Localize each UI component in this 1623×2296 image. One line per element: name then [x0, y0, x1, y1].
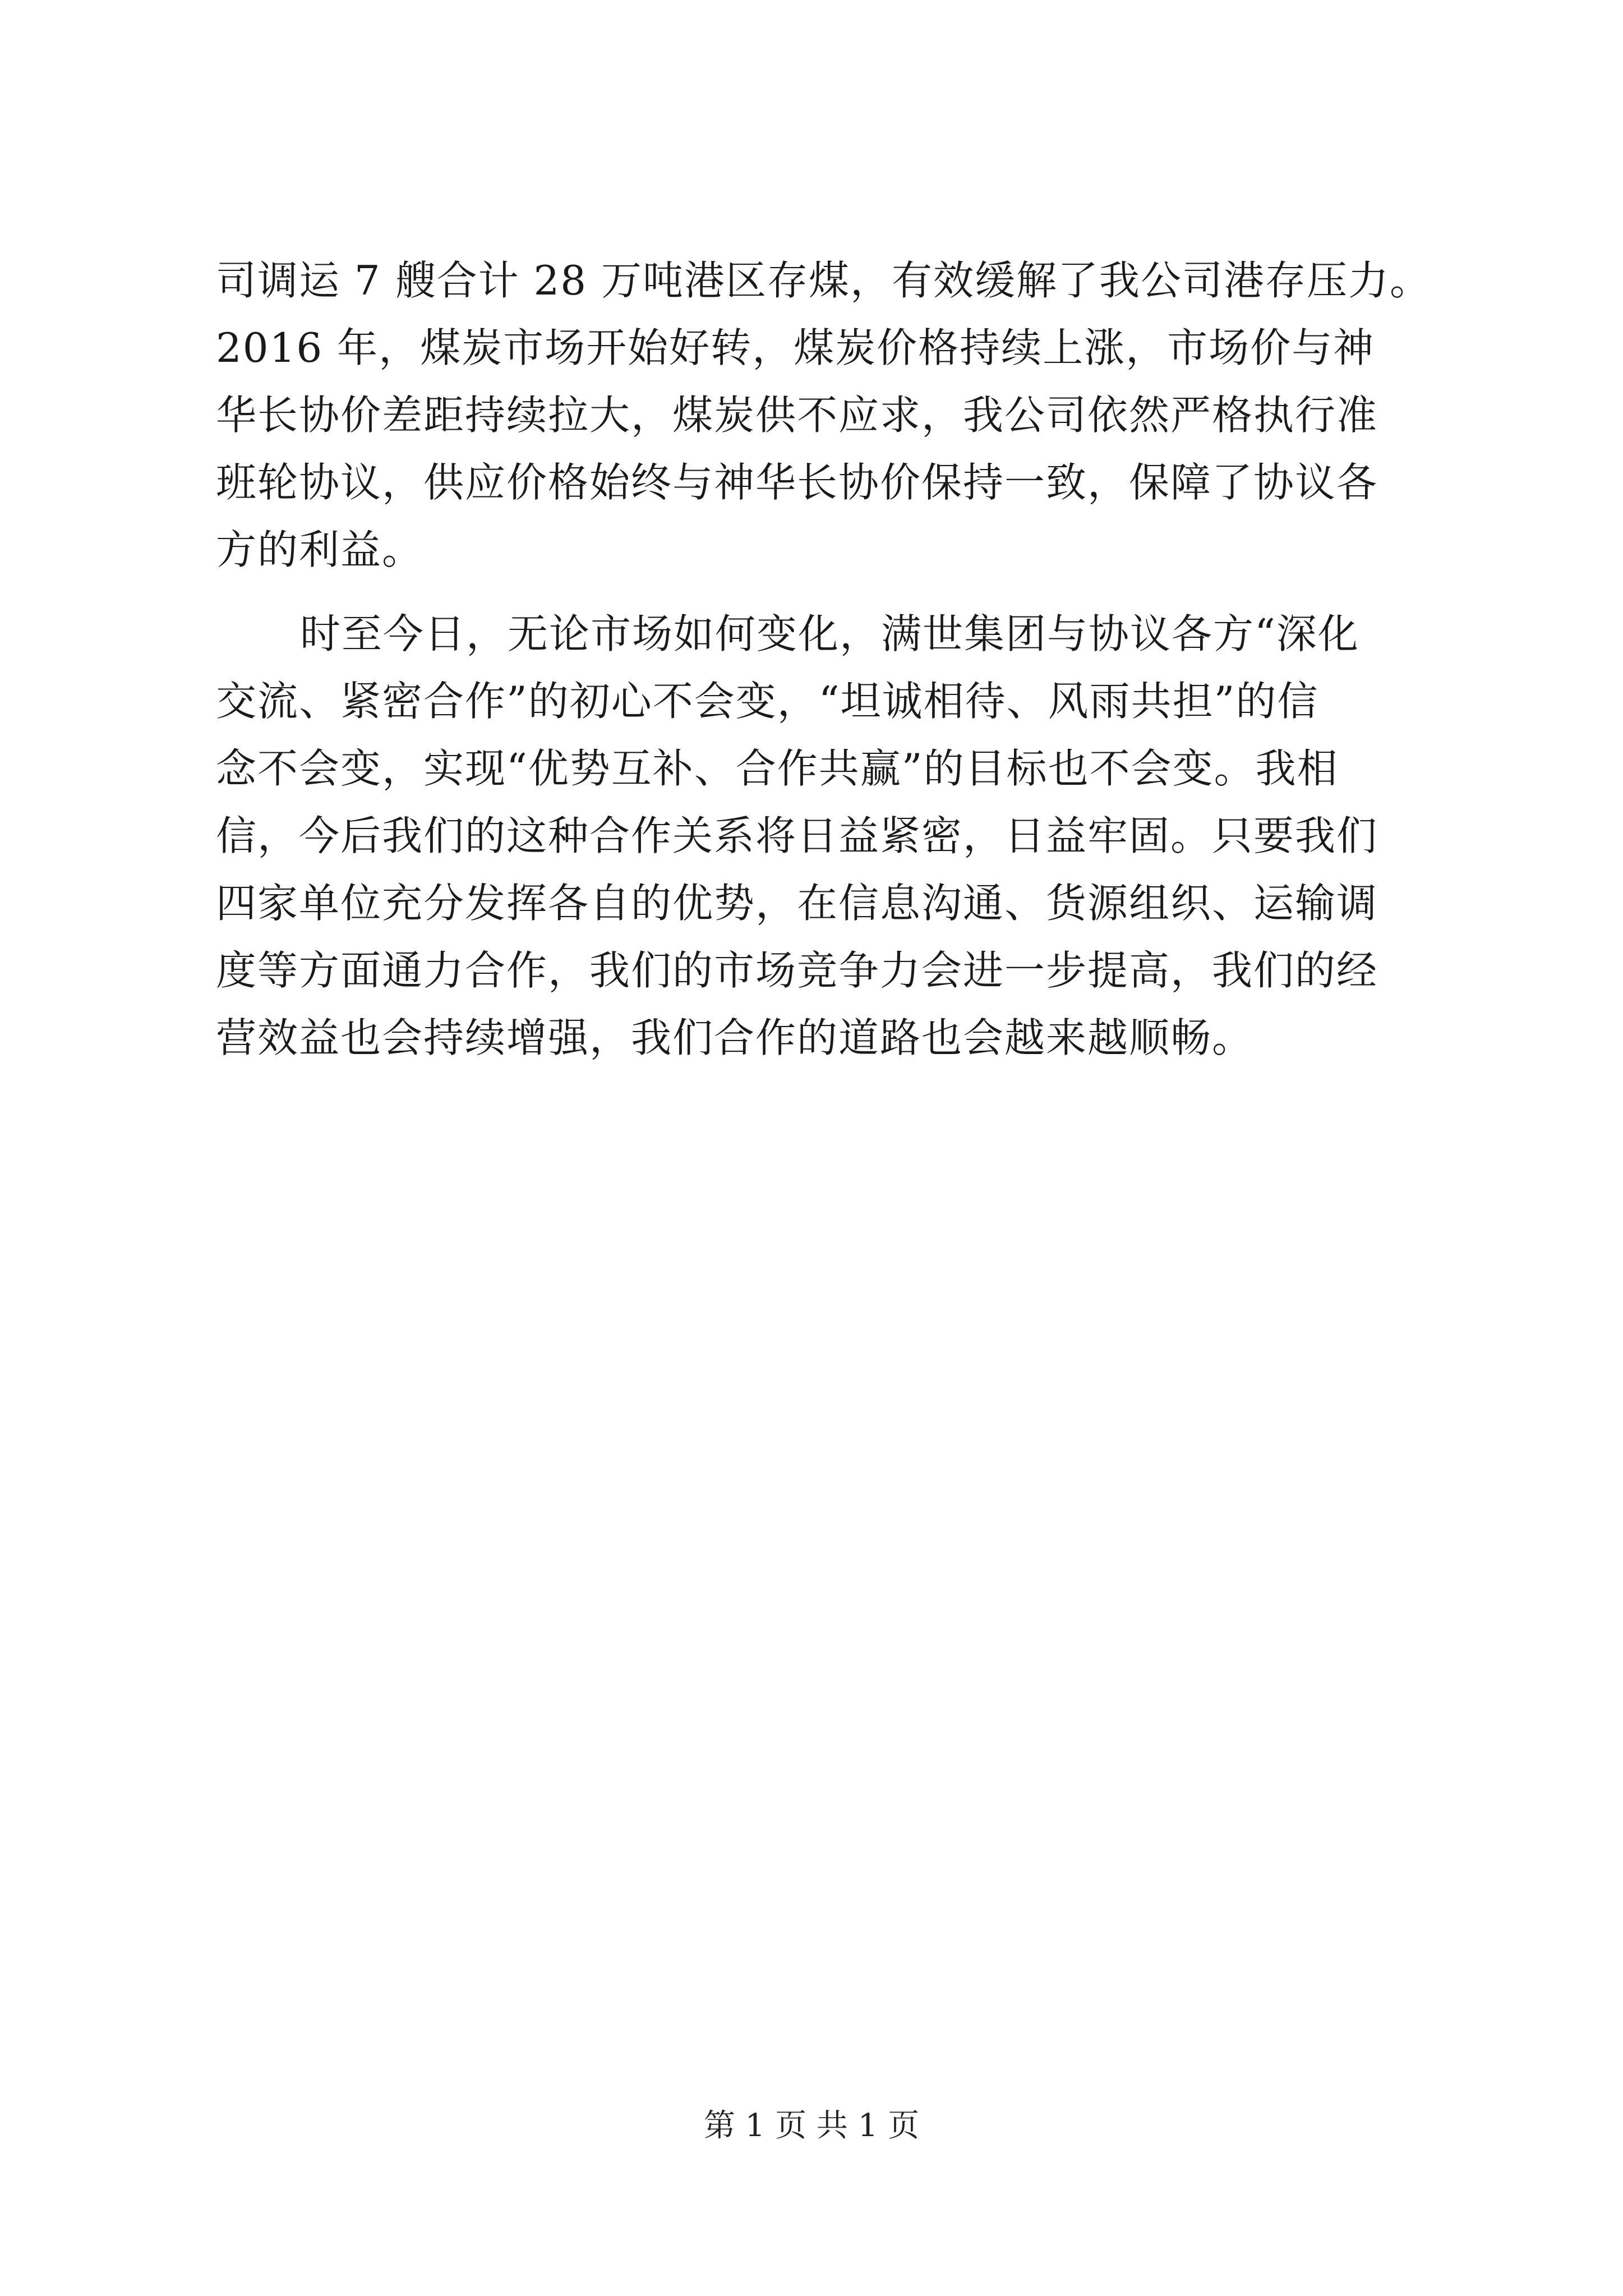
paragraph-2-line: 交流、紧密合作”的初心不会变，“坦诚相待、风雨共担”的信 — [216, 678, 1319, 725]
paragraph-2-line: 时至今日，无论市场如何变化，满世集团与协议各方“深化 — [300, 610, 1359, 657]
paragraph-2-line: 营效益也会持续增强，我们合作的道路也会越来越顺畅。 — [216, 1014, 1254, 1061]
paragraph-1-line: 司调运 7 艘合计 28 万吨港区存煤，有效缓解了我公司港存压力。 — [216, 257, 1431, 304]
page-footer — [0, 2106, 1623, 2146]
paragraph-2 — [216, 600, 1422, 1071]
paragraph-1-line: 2016 年，煤炭市场开始好转，煤炭价格持续上涨，市场价与神 — [216, 324, 1375, 371]
paragraph-2-line: 四家单位充分发挥各自的优势，在信息沟通、货源组织、运输调 — [216, 880, 1378, 927]
paragraph-2-line: 度等方面通力合作，我们的市场竞争力会进一步提高，我们的经 — [216, 947, 1378, 994]
paragraph-1-line: 华长协价差距持续拉大，煤炭供不应求，我公司依然严格执行准 — [216, 392, 1378, 439]
page-number-label: 第 1 页 共 1 页 — [703, 2108, 920, 2144]
paragraph-2-line: 念不会变，实现“优势互补、合作共赢”的目标也不会变。我相 — [216, 745, 1339, 792]
paragraph-spacer — [216, 583, 1422, 600]
document-body — [216, 247, 1431, 1071]
paragraph-1-line: 方的利益。 — [216, 526, 424, 573]
paragraph-1-line: 班轮协议，供应价格始终与神华长协价保持一致，保障了协议各 — [216, 459, 1378, 506]
paragraph-2-line: 信，今后我们的这种合作关系将日益紧密，日益牢固。只要我们 — [216, 812, 1378, 859]
paragraph-1 — [216, 247, 1431, 583]
